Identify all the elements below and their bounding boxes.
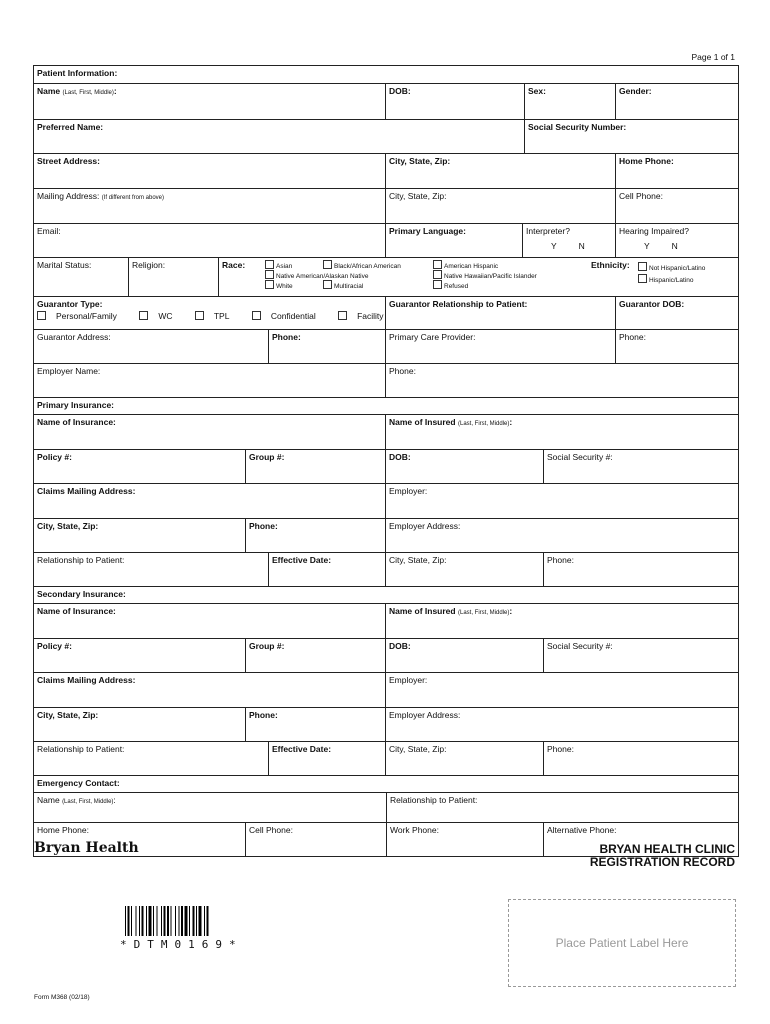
primary-employer-field[interactable]: Employer: <box>385 484 738 518</box>
city-state-zip-field[interactable]: City, State, Zip: <box>385 154 615 188</box>
secondary-row-name <box>34 603 738 638</box>
interpreter-no[interactable]: N <box>578 241 585 251</box>
secondary-row-claims <box>34 672 738 707</box>
secondary-phone-field[interactable]: Phone: <box>245 708 385 741</box>
interpreter-field[interactable] <box>522 224 615 257</box>
primary-city-field[interactable]: City, State, Zip: <box>37 521 99 531</box>
guarantor-option-confidential[interactable] <box>252 311 326 321</box>
patient-sex-field[interactable]: Sex: <box>524 84 615 119</box>
guarantor-option-wc[interactable] <box>139 311 182 321</box>
guarantor-address-field[interactable]: Guarantor Address: <box>37 332 111 342</box>
primary-dob-field[interactable]: DOB: <box>385 450 543 483</box>
checkbox-icon <box>433 270 442 279</box>
secondary-row-policy <box>34 638 738 672</box>
secondary-employer-field[interactable]: Employer: <box>385 673 738 707</box>
home-phone-field[interactable]: Home Phone: <box>615 154 738 188</box>
checkbox-icon <box>265 260 274 269</box>
secondary-row-city <box>34 707 738 741</box>
eth-hispanic-label: Hispanic/Latino <box>649 277 694 284</box>
secondary-insured-label: Name of Insured <box>389 606 456 616</box>
race-black-label: Black/African American <box>334 263 401 270</box>
primary-insured-hint: (Last, First, Middle) <box>457 421 510 427</box>
guarantor-row-address <box>34 329 738 363</box>
race-multiracial-label: Multiracial <box>334 283 364 290</box>
secondary-insured-hint: (Last, First, Middle) <box>457 610 510 616</box>
race-label: Race: <box>222 260 246 270</box>
guarantor-relationship-field[interactable]: Guarantor Relationship to Patient: <box>385 297 615 329</box>
gt-tpl-label: TPL <box>213 311 230 321</box>
race-white-label: White <box>276 283 293 290</box>
primary-relationship-field[interactable]: Relationship to Patient: <box>37 555 125 565</box>
hearing-yes[interactable]: Y <box>644 241 650 251</box>
secondary-insured-colon: : <box>509 606 513 616</box>
checkbox-icon <box>638 274 647 283</box>
guarantor-row-employer <box>34 363 738 397</box>
guarantor-option-tpl[interactable] <box>195 311 240 321</box>
hearing-impaired-field[interactable] <box>615 224 738 257</box>
race-hispanic-label: American Hispanic <box>444 263 499 270</box>
patient-label-box <box>508 899 736 987</box>
emergency-work-phone-field[interactable]: Work Phone: <box>386 823 543 856</box>
primary-effective-date-field[interactable]: Effective Date: <box>268 553 385 586</box>
primary-language-field[interactable]: Primary Language: <box>385 224 522 257</box>
emergency-name-colon: : <box>113 795 116 805</box>
secondary-insured-name-field[interactable] <box>385 604 738 638</box>
race-field <box>218 258 588 296</box>
primary-employer-city-field[interactable]: City, State, Zip: <box>385 553 543 586</box>
hearing-no[interactable]: N <box>671 241 678 251</box>
primary-insurance-heading: Primary Insurance: <box>37 400 115 410</box>
secondary-employer-address-field[interactable]: Employer Address: <box>385 708 738 741</box>
patient-gender-field[interactable]: Gender: <box>615 84 738 119</box>
primary-employer-phone-field[interactable]: Phone: <box>543 553 738 586</box>
primary-insurance-header <box>34 397 738 414</box>
emergency-relationship-field[interactable]: Relationship to Patient: <box>386 793 738 822</box>
name-label: Name <box>37 86 61 96</box>
checkbox-icon <box>323 260 332 269</box>
primary-row-claims <box>34 483 738 518</box>
primary-care-provider-field[interactable]: Primary Care Provider: <box>385 330 615 363</box>
name-hint: (Last, First, Middle) <box>62 90 114 96</box>
checkbox-icon <box>252 311 261 320</box>
checkbox-icon <box>323 280 332 289</box>
race-option-native-american[interactable] <box>265 270 369 280</box>
clinic-title-line1: BRYAN HEALTH CLINIC <box>599 842 735 856</box>
preferred-name-field[interactable]: Preferred Name: <box>37 122 104 132</box>
checkbox-icon <box>638 262 647 271</box>
mailing-hint: (If different from above) <box>101 195 164 201</box>
interpreter-yes[interactable]: Y <box>551 241 557 251</box>
primary-row-relationship <box>34 552 738 586</box>
eth-not-hispanic-label: Not Hispanic/Latino <box>649 265 706 272</box>
page-number: Page 1 of 1 <box>691 52 735 62</box>
mailing-address-field[interactable] <box>34 189 385 223</box>
patient-dob-field[interactable]: DOB: <box>385 84 524 119</box>
hearing-label: Hearing Impaired? <box>619 226 689 236</box>
email-field[interactable]: Email: <box>37 226 61 236</box>
cell-phone-field[interactable]: Cell Phone: <box>615 189 738 223</box>
barcode-text: *DTM0169* <box>120 938 243 951</box>
primary-ssn-field[interactable]: Social Security #: <box>543 450 738 483</box>
patient-label-placeholder: Place Patient Label Here <box>555 936 689 950</box>
checkbox-icon <box>338 311 347 320</box>
guarantor-dob-field[interactable]: Guarantor DOB: <box>615 297 738 329</box>
primary-claims-address-field[interactable]: Claims Mailing Address: <box>37 486 136 496</box>
patient-row-demographics <box>34 257 738 296</box>
primary-insured-colon: : <box>509 417 513 427</box>
employer-phone-field[interactable]: Phone: <box>385 364 738 397</box>
primary-row-policy <box>34 449 738 483</box>
gt-facility-label: Facility <box>357 311 384 321</box>
patient-row-name <box>34 83 738 119</box>
clinic-title <box>590 843 735 869</box>
name-colon: : <box>113 86 117 96</box>
emergency-name-field[interactable] <box>34 793 386 822</box>
marital-status-field[interactable]: Marital Status: <box>37 260 92 270</box>
race-option-american-hispanic[interactable] <box>433 260 498 270</box>
secondary-claims-address-field[interactable]: Claims Mailing Address: <box>37 675 136 685</box>
checkbox-icon <box>433 260 442 269</box>
primary-group-field[interactable]: Group #: <box>245 450 385 483</box>
interpreter-label: Interpreter? <box>526 226 570 236</box>
secondary-row-relationship <box>34 741 738 775</box>
gt-wc-label: WC <box>158 311 173 321</box>
primary-insured-name-field[interactable] <box>385 415 738 449</box>
secondary-employer-city-field[interactable]: City, State, Zip: <box>385 742 543 775</box>
form-number: Form M368 (02/18) <box>34 994 90 1001</box>
primary-phone-field[interactable]: Phone: <box>245 519 385 552</box>
race-pacific-label: Native Hawaiian/Pacific Islander <box>444 273 537 280</box>
secondary-insurance-header <box>34 586 738 603</box>
race-option-white[interactable] <box>265 280 293 290</box>
secondary-relationship-field[interactable]: Relationship to Patient: <box>37 744 125 754</box>
bryan-health-logo: Bryan Health <box>34 840 139 856</box>
secondary-insurance-heading: Secondary Insurance: <box>37 589 126 599</box>
mailing-label: Mailing Address: <box>37 191 100 201</box>
secondary-ssn-field[interactable]: Social Security #: <box>543 639 738 672</box>
emergency-name-label: Name <box>37 795 60 805</box>
race-refused-label: Refused <box>444 283 469 290</box>
guarantor-type-options <box>37 311 382 321</box>
pcp-phone-field[interactable]: Phone: <box>615 330 738 363</box>
secondary-city-field[interactable]: City, State, Zip: <box>37 710 99 720</box>
ethnicity-options <box>638 262 705 286</box>
emergency-contact-header <box>34 775 738 792</box>
emergency-alt-phone-field[interactable]: Alternative Phone: <box>543 823 738 856</box>
checkbox-icon <box>265 280 274 289</box>
ethnicity-field <box>588 258 738 296</box>
race-native-label: Native American/Alaskan Native <box>276 273 369 280</box>
checkbox-icon <box>195 311 204 320</box>
barcode-icon <box>125 906 267 936</box>
patient-ssn-field[interactable]: Social Security Number: <box>524 120 738 153</box>
clinic-title-line2: REGISTRATION RECORD <box>589 855 735 869</box>
ethnicity-option-hispanic[interactable] <box>638 274 705 286</box>
employer-name-field[interactable]: Employer Name: <box>37 366 101 376</box>
patient-section-header <box>34 66 738 83</box>
checkbox-icon <box>139 311 148 320</box>
secondary-insurance-name-field[interactable]: Name of Insurance: <box>37 606 116 616</box>
emergency-contact-heading: Emergency Contact: <box>37 778 120 788</box>
race-option-pacific-islander[interactable] <box>433 270 537 280</box>
religion-field[interactable]: Religion: <box>128 258 218 296</box>
emergency-name-hint: (Last, First, Middle) <box>62 799 114 805</box>
guarantor-phone-field[interactable]: Phone: <box>268 330 385 363</box>
race-option-black[interactable] <box>323 260 401 270</box>
patient-row-preferred <box>34 119 738 153</box>
ethnicity-option-not-hispanic[interactable] <box>638 262 705 274</box>
secondary-effective-date-field[interactable]: Effective Date: <box>268 742 385 775</box>
guarantor-row-type <box>34 296 738 329</box>
guarantor-type-label: Guarantor Type: <box>37 299 103 309</box>
registration-form <box>33 65 739 857</box>
race-option-multiracial[interactable] <box>323 280 363 290</box>
emergency-cell-phone-field[interactable]: Cell Phone: <box>245 823 386 856</box>
primary-employer-address-field[interactable]: Employer Address: <box>385 519 738 552</box>
emergency-home-phone-field[interactable]: Home Phone: <box>37 825 89 835</box>
patient-info-heading: Patient Information: <box>37 68 118 78</box>
patient-row-street <box>34 153 738 188</box>
gt-personal-label: Personal/Family <box>56 311 117 321</box>
race-option-refused[interactable] <box>433 280 468 290</box>
patient-name-field[interactable] <box>34 84 385 119</box>
race-option-asian[interactable] <box>265 260 292 270</box>
guarantor-type-field <box>34 297 385 329</box>
patient-row-mailing <box>34 188 738 223</box>
mailing-city-field[interactable]: City, State, Zip: <box>385 189 615 223</box>
secondary-policy-field[interactable]: Policy #: <box>37 641 72 651</box>
primary-row-city <box>34 518 738 552</box>
primary-insurance-name-field[interactable]: Name of Insurance: <box>37 417 116 427</box>
secondary-employer-phone-field[interactable]: Phone: <box>543 742 738 775</box>
primary-insured-label: Name of Insured <box>389 417 456 427</box>
primary-row-name <box>34 414 738 449</box>
patient-row-email <box>34 223 738 257</box>
race-asian-label: Asian <box>276 263 293 270</box>
guarantor-option-personal[interactable] <box>37 311 127 321</box>
secondary-dob-field[interactable]: DOB: <box>385 639 543 672</box>
ethnicity-label: Ethnicity: <box>591 260 630 270</box>
emergency-row-name <box>34 792 738 822</box>
secondary-group-field[interactable]: Group #: <box>245 639 385 672</box>
gt-confidential-label: Confidential <box>270 311 316 321</box>
checkbox-icon <box>433 280 442 289</box>
checkbox-icon <box>265 270 274 279</box>
checkbox-icon <box>37 311 46 320</box>
primary-policy-field[interactable]: Policy #: <box>37 452 72 462</box>
street-address-field[interactable]: Street Address: <box>37 156 100 166</box>
